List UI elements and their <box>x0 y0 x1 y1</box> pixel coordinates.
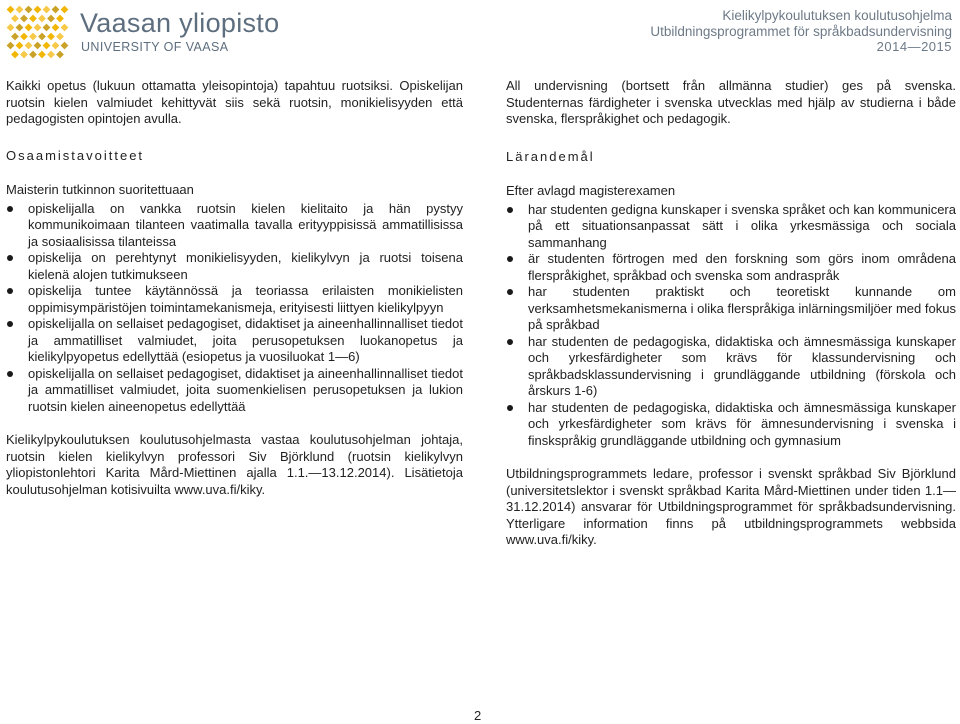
finnish-heading: Osaamistavoitteet <box>6 147 145 163</box>
logo-tile <box>16 24 24 32</box>
logo-tile <box>34 42 42 50</box>
logo-tile <box>38 15 46 23</box>
program-title-swedish: Utbildningsprogrammet för språkbadsundervisning <box>650 23 952 39</box>
logo-tile <box>16 6 24 14</box>
logo-tile <box>52 6 60 14</box>
logo-tile <box>43 42 51 50</box>
logo-tile <box>29 33 37 41</box>
logo-tile <box>38 51 46 59</box>
swedish-goals-list <box>506 202 956 450</box>
logo-tile <box>43 24 51 32</box>
list-item: opiskelijalla on sellaiset pedagogiset, didaktiset ja aineenhallinnalliset tiedot ja ammatilliset valmiudet, joita perusopetuksen luokanopetus ja kielikylpyopetus edellyttää (esiopetus ja vuosiluokat 1—6) <box>6 316 463 366</box>
logo-tile <box>20 51 28 59</box>
logo-tile <box>47 33 55 41</box>
logo-tile <box>56 15 64 23</box>
logo-tile <box>61 42 69 50</box>
swedish-heading: Lärandemål <box>506 148 595 164</box>
logo-tile <box>29 15 37 23</box>
logo-tile <box>7 6 15 14</box>
swedish-column <box>506 78 956 549</box>
list-item: opiskelijalla on sellaiset pedagogiset, didaktiset ja aineenhallinnalliset tiedot ja ammatilliset valmiudet, joita suomenkielisen perusopetuksen ja lukion ruotsin kielen aineenopetus edellyttää <box>6 366 463 416</box>
list-item: har studenten de pedagogiska, didaktiska och ämnesmässiga kunskaper och yrkesfärdigheter som krävs för ämnesundervisning i svenska i finskspråkig grundläggande utbildning och gymnasium <box>506 400 956 450</box>
academic-years: 2014—2015 <box>876 39 952 54</box>
swedish-lead: Efter avlagd magisterexamen <box>506 183 676 198</box>
logo-tile <box>43 6 51 14</box>
list-item: är studenten förtrogen med den forskning som görs inom områdena flerspråkighet, språkbad och svenska som andraspråk <box>506 251 956 284</box>
program-title-block <box>650 8 952 55</box>
list-item: har studenten gedigna kunskaper i svenska språket och kan kommunicera på ett situationsanpassat sätt i olika yrkesmässiga och sociala sammanhang <box>506 202 956 252</box>
logo-tile <box>34 24 42 32</box>
logo-tile <box>56 51 64 59</box>
list-item: opiskelija tuntee käytännössä ja teoriassa erilaisten monikielisten oppimisympäristöjen toimintamekanismeja, erityisesti liittyen kielikylpyyn <box>6 283 463 316</box>
list-item: opiskelija on perehtynyt monikielisyyden, kielikylvyn ja ruotsi toisena kielenä alojen tutkimukseen <box>6 250 463 283</box>
logo-tile <box>25 42 33 50</box>
logo-tile <box>47 51 55 59</box>
logo-tile <box>11 33 19 41</box>
list-item: opiskelijalla on vankka ruotsin kielen kielitaito ja hän pystyy kommunikoimaan tilanteen vaatimalla tavalla erityyppisissä ammatillisissa ja sosiaalisissa tilanteissa <box>6 201 463 251</box>
logo-tile <box>20 15 28 23</box>
logo-tile <box>16 42 24 50</box>
finnish-column <box>6 78 463 498</box>
logo-tile <box>7 24 15 32</box>
list-item: har studenten praktiskt och teoretiskt kunnande om verksamhetsmekanismerna i olika flerspråkiga inlärningsmiljöer med fokus på språkbad <box>506 284 956 334</box>
finnish-closing: Kielikylpykoulutuksen koulutusohjelmasta vastaa koulutusohjelman johtaja, ruotsin kielen kielikylvyn professori Siv Björklund (ruotsin kielikylvyn yliopistonlehtori Karita Mård-Miettinen ajalla 1.1.—13.12.2014). Lisätietoja koulutusohjelman kotisivuilta www.uva.fi/kiky. <box>6 432 463 497</box>
logo-tile <box>7 42 15 50</box>
university-name-english: UNIVERSITY OF VAASA <box>81 40 229 54</box>
program-title-finnish: Kielikylpykoulutuksen koulutusohjelma <box>722 8 952 23</box>
swedish-intro: All undervisning (bortsett från allmänna studier) ges på svenska. Studenternas färdigheter i svenska utvecklas med hjälp av studierna i både svenska, flerspråkighet och pedagogik. <box>506 78 956 126</box>
swedish-closing: Utbildningsprogrammets ledare, professor i svenskt språkbad Siv Björklund (universitetslektor i svenskt språkbad Karita Mård-Miettinen under tiden 1.1—31.12.2014) ansvarar för Utbildningsprogrammet för språkbadsundervisning. Ytterligare information finns på utbildningsprogrammets webbsida www.uva.fi/kiky. <box>506 466 956 547</box>
logo-tile <box>25 6 33 14</box>
logo-tile <box>61 24 69 32</box>
page-number: 2 <box>474 708 482 723</box>
university-logo-icon <box>6 4 70 60</box>
finnish-intro: Kaikki opetus (lukuun ottamatta yleisopintoja) tapahtuu ruotsiksi. Opiskelijan ruotsin kielen valmiudet kehittyvät siis sekä ruotsin, monikielisyyden että pedagogisten opintojen avulla. <box>6 78 463 126</box>
logo-tile <box>25 24 33 32</box>
logo-tile <box>52 24 60 32</box>
logo-tile <box>61 6 69 14</box>
logo-tile <box>52 42 60 50</box>
logo-tile <box>38 33 46 41</box>
page-header <box>0 0 960 64</box>
logo-tile <box>29 51 37 59</box>
logo-tile <box>11 15 19 23</box>
finnish-lead: Maisterin tutkinnon suoritettuaan <box>6 182 194 197</box>
finnish-goals-list <box>6 201 463 416</box>
logo-tile <box>20 33 28 41</box>
university-name: Vaasan yliopisto <box>80 8 280 38</box>
list-item: har studenten de pedagogiska, didaktiska och ämnesmässiga kunskaper och yrkesfärdigheter som krävs för klassundervisning och språkbadsklassundervisning i grundläggande utbildning (förskola och årskurs 1-6) <box>506 334 956 400</box>
logo-tile <box>47 15 55 23</box>
logo-tile <box>56 33 64 41</box>
logo-tile <box>34 6 42 14</box>
logo-tile <box>11 51 19 59</box>
